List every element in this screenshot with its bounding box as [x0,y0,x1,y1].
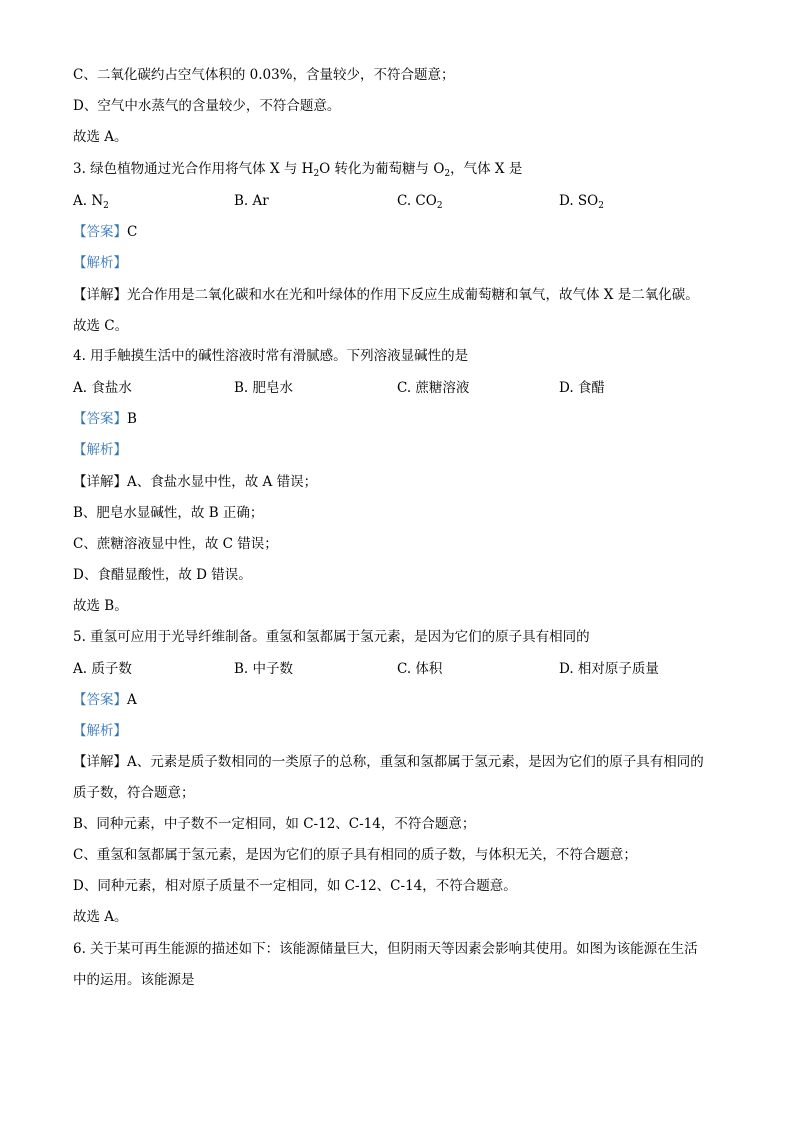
prev-option-d-explanation: D、空气中水蒸气的含量较少，不符合题意。 [73,98,341,114]
q4-analysis-tag: 【解析】 [73,442,127,458]
q3-option-c: C. $CO_2$ [397,193,443,211]
q3-analysis-tag: 【解析】 [73,255,127,271]
q3-stem: 3. 绿色植物通过光合作用将气体 X 与 $H_2O$ 转化为葡萄糖与 $O_2$，气体 X 是 [73,161,523,179]
answer-tag: 【答案】 [73,692,127,708]
q4-conclusion: 故选 B。 [73,598,128,614]
q4-answer: 【答案】B [73,411,137,427]
answer-tag: 【答案】 [73,224,127,240]
answer-tag: 【答案】 [73,411,127,427]
q4-detail-c: C、蔗糖溶液显中性，故 C 错误； [73,536,278,552]
q3-conclusion: 故选 C。 [73,318,129,334]
q4-detail-b: B、肥皂水显碱性，故 B 正确； [73,505,264,521]
q3-option-a: A. $N_2$ [73,193,109,211]
q4-option-d: D. 食醋 [559,380,605,396]
q3-detail: 【详解】光合作用是二氧化碳和水在光和叶绿体的作用下反应生成葡萄糖和氧气，故气体 X 是二氧化碳。 [73,287,699,303]
q4-option-a: A. 食盐水 [73,380,132,396]
q5-conclusion: 故选 A。 [73,909,128,925]
q5-option-d: D. 相对原子质量 [559,661,659,677]
q6-stem-line2: 中的运用。该能源是 [73,972,195,988]
q5-stem: 5. 重氢可应用于光导纤维制备。重氢和氢都属于氢元素，是因为它们的原子具有相同的 [73,629,590,645]
q5-option-b: B. 中子数 [234,661,294,677]
q4-detail-a: 【详解】A、食盐水显中性，故 A 错误； [73,474,318,490]
prev-option-c-explanation: C、二氧化碳约占空气体积的 0.03%，含量较少，不符合题意； [73,67,455,83]
q5-detail-b: B、同种元素，中子数不一定相同，如 C-12、C-14，不符合题意； [73,816,476,832]
q5-option-c: C. 体积 [397,661,443,677]
q5-answer: 【答案】A [73,692,137,708]
q5-detail-d: D、同种元素，相对原子质量不一定相同，如 C-12、C-14，不符合题意。 [73,878,517,894]
q4-stem: 4. 用手触摸生活中的碱性溶液时常有滑腻感。下列溶液显碱性的是 [73,348,469,364]
q4-detail-d: D、食醋显酸性，故 D 错误。 [73,567,252,583]
q5-detail-a-line2: 质子数，符合题意； [73,785,195,801]
q5-detail-c: C、重氢和氢都属于氢元素，是因为它们的原子具有相同的质子数，与体积无关，不符合题意； [73,847,637,863]
q3-option-b: B. Ar [234,193,269,209]
q5-option-a: A. 质子数 [73,661,132,677]
q6-stem-line1: 6. 关于某可再生能源的描述如下：该能源储量巨大，但阴雨天等因素会影响其使用。如图为该能源在生活 [73,941,698,957]
q5-detail-a-line1: 【详解】A、元素是质子数相同的一类原子的总称，重氢和氢都属于氢元素，是因为它们的原子具有相同的 [73,754,704,770]
prev-conclusion: 故选 A。 [73,129,128,145]
q5-analysis-tag: 【解析】 [73,723,127,739]
q4-option-b: B. 肥皂水 [234,380,294,396]
q3-answer: 【答案】C [73,224,138,240]
q3-option-d: D. $SO_2$ [559,193,604,211]
q4-option-c: C. 蔗糖溶液 [397,380,470,396]
